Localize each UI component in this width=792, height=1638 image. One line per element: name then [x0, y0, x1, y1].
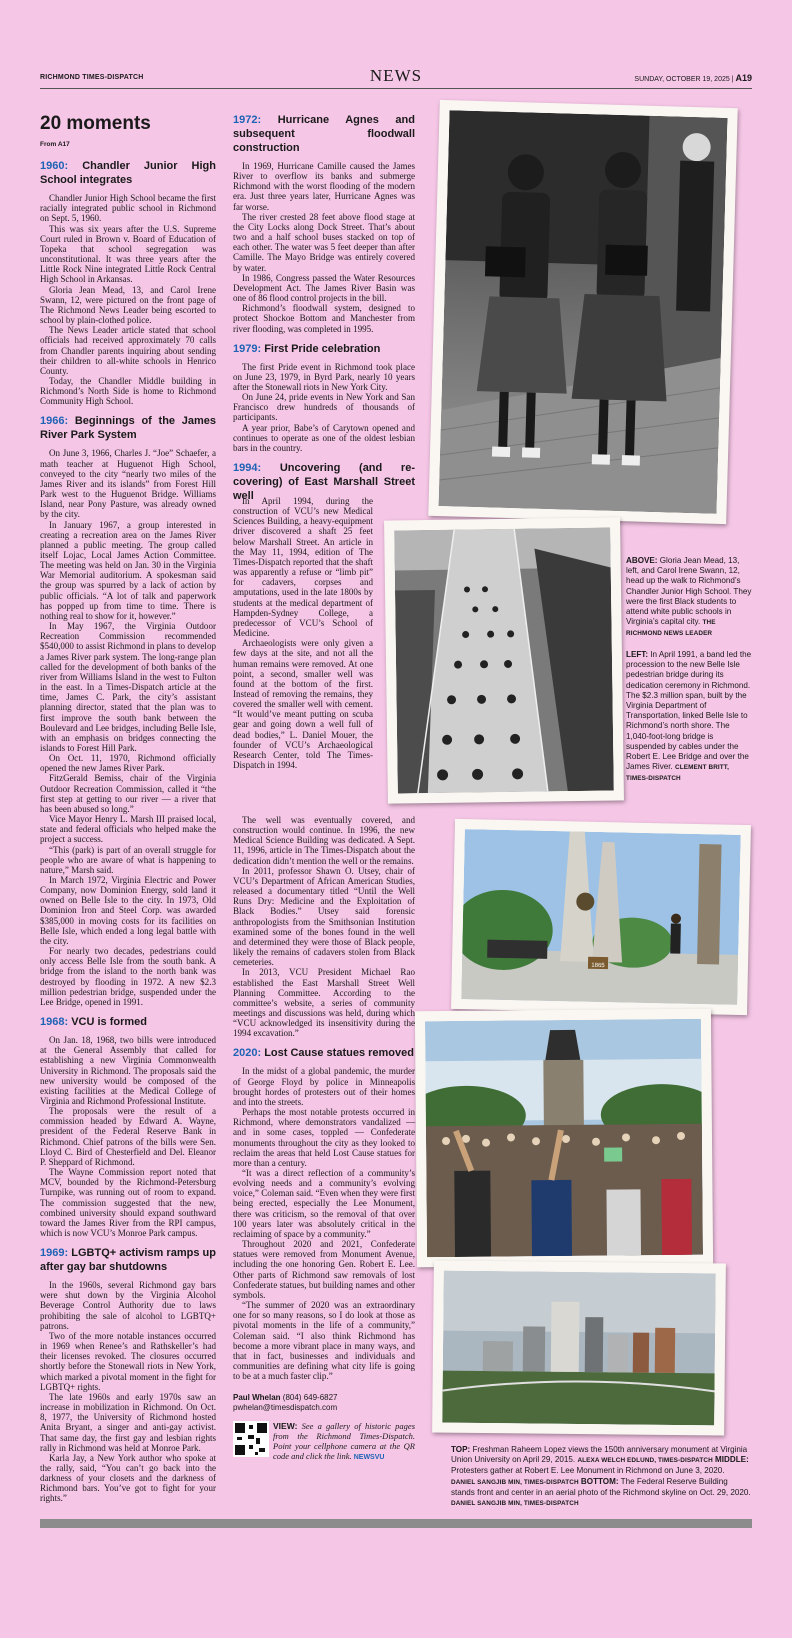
section-year: 1972:	[233, 114, 262, 126]
photo-credit: CLEMENT BRITT, TIMES-DISPATCH	[626, 764, 729, 783]
photo-skyline-image	[442, 1271, 716, 1426]
paragraph: “This (park) is part of an overall struggle for people who are aware of what is happening to nature,” Marsh said.	[40, 844, 216, 875]
paragraph: In 2013, VCU President Michael Rao established the East Marshall Street Well Planning Committee. According to the committee’s website, a series of community meetings and discussions was held, during which “VCU acknowledged its insensitivity during the 1994 excavation.”	[233, 967, 415, 1039]
paragraph: On Oct. 11, 1970, Richmond officially opened the new James River Park.	[40, 753, 216, 774]
photo-vuu-monument	[451, 819, 751, 1015]
paragraph: In 2011, professor Shawn O. Utsey, chair of VCU’s Department of African American Studies, released a documentary titled “Until the Well Runs Dry: Medicine and the Exploitation of Black Bodies.” Utsey said forensic anthropologists from the Smithsonian Institution examined some of the bones found in the well and determined they were those of Black people, likely the remains of cadavers stolen from Black cemeteries.	[233, 865, 415, 968]
paragraph: Perhaps the most notable protests occurred in Richmond, where demonstrators vandalized — and in some cases, toppled — Confederate monuments throughout the city as they looked to reclaim the areas that held Lost Cause statues for more than a century.	[233, 1107, 415, 1168]
section-year: 2020:	[233, 1047, 262, 1060]
paragraph: The river crested 28 feet above flood stage at the City Locks along Dock Street. That’s about two and a half school buses stacked on top of each other. The water was 5 feet deeper than after Camille. The Mayo Bridge was entirely covered by water.	[233, 211, 415, 273]
paragraph: Karla Jay, a New York author who spoke at the rally, said, “You can’t go back into the darkness of your closets and the darkness of Richmond bars. You’ve got to fight for your rights.”	[40, 1452, 216, 1504]
qr-promo-text	[273, 1421, 415, 1463]
paragraph: In the midst of a global pandemic, the murder of George Floyd by police in Minneapolis brought hordes of protesters out of their homes and into the streets.	[233, 1066, 415, 1107]
section-year: 1969:	[40, 1247, 69, 1260]
photo-richmond-skyline	[432, 1260, 726, 1435]
caption-text: In April 1991, a band led the procession to the new Belle Isle pedestrian bridge during its dedication ceremony in Richmond. The $2.3 million span, built by the Virginia Department of Transportation, linked Belle Isle to Richmond’s north shore. The 1,040-foot-long bridge is suspended by cables under the Robert E. Lee Bridge and over the James River.	[626, 650, 752, 772]
caption-label-bottom: BOTTOM:	[580, 1476, 619, 1486]
section-title: Chandler Junior High School integrates	[40, 160, 216, 187]
qr-code-icon[interactable]	[233, 1421, 269, 1457]
paragraph: The News Leader article stated that school officials had received approximately 70 calls from Chandler parents inquiring about sending their children to all-white schools in Henrico County.	[40, 325, 216, 376]
photo-chandler-image	[439, 110, 728, 514]
section-heading-1968	[40, 1015, 216, 1029]
section-heading-1969	[40, 1246, 216, 1274]
section-title: Uncovering (and re-covering) of East Marshall Street well	[233, 462, 415, 503]
paragraph: For nearly two decades, pedestrians could only access Belle Isle from the south bank. A bridge from the island to the north bank was destroyed by flooding in 1972. A new $2.3 million pedestrian bridge, suspended under the Lee Bridge, opened in 1991.	[40, 946, 216, 1007]
paragraph: Today, the Chandler Middle building in Richmond’s North Side is home to Richmond Community High School.	[40, 375, 216, 407]
paragraph: On June 24, pride events in New York and San Francisco drew hundreds of thousands of participants.	[233, 392, 415, 423]
photo-credit-middle: DANIEL SANGJIB MIN, TIMES-DISPATCH	[451, 1478, 579, 1486]
paragraph: “It was a direct reflection of a community’s evolving needs and a community’s evolving voice,” Coleman said. “Even when they were first being erected, especially the Lee Monument, there was criticism, so the removal of that over 100 years later was absolutely critical in the reclaiming of space by a community.”	[233, 1168, 415, 1239]
photo-chandler-students	[428, 100, 737, 524]
paragraph: A year prior, Babe’s of Carytown opened and continues to operate as one of the oldest lesbian bars in the country.	[233, 422, 415, 453]
paragraph: Chandler Junior High School became the first racially integrated public school in Richmond on Sept. 5, 1960.	[40, 193, 216, 224]
section-year: 1979:	[233, 342, 262, 355]
paragraph: The well was eventually covered, and construction would continue. In 1996, the new Medical Science Building was dedicated. A Sept. 11, 1996, article in The Times-Dispatch about the dedication didn’t mention the well or the remains.	[233, 815, 415, 866]
section-year: 1960:	[40, 160, 69, 173]
paragraph: The Wayne Commission report noted that MCV, bounded by the Richmond-Petersburg Turnpike, was running out of room to expand. The commission suggested that the new, combined university should expand southward toward the James River from the RPI campus, which is now VCU’s Monroe Park campus.	[40, 1167, 216, 1238]
section-title: VCU is formed	[71, 1016, 147, 1029]
photo-monument-image	[461, 829, 740, 1005]
paragraph: In 1986, Congress passed the Water Resources Development Act. The James River Basin was one of 86 flood control projects in the bill.	[233, 272, 415, 304]
paragraph: Archaeologists were only given a few days at the site, and not all the human remains were removed. At one point, a second, smaller well was found at the bottom of the first. Instead of removing the remains, they covered the smaller well with cement. “It would’ve meant putting on scuba gear and going down a well full of dead bodies,” L. Daniel Mouer, the founder of VCU’s Archaeological Research Center, told The Times-Dispatch in 1994.	[233, 638, 373, 771]
paragraph: Gloria Jean Mead, 13, and Carol Irene Swann, 12, were pictured on the front page of The Richmond News Leader being escorted to school by plain-clothed police.	[40, 284, 216, 326]
byline	[233, 1393, 415, 1413]
article-title: 20 moments	[40, 113, 151, 134]
paragraph: Vice Mayor Henry L. Marsh III praised local, state and federal officials who helped make the project a success.	[40, 814, 216, 845]
photo-procession-image	[394, 528, 614, 794]
photo-credit: THE RICHMOND NEWS LEADER	[626, 619, 716, 638]
view-label: VIEW:	[273, 1420, 298, 1431]
paragraph: In March 1972, Virginia Electric and Power Company, now Dominion Energy, sold land it owned on Belle Isle to the city. In 1973, Old Dominion Iron and Steel Corp. was awarded $385,000 in moving costs for its facilities on Belle Isle, which ended a long legal battle with the city.	[40, 875, 216, 946]
byline-email[interactable]: pwhelan@timesdispatch.com	[233, 1403, 338, 1413]
page-date: SUNDAY, OCTOBER 19, 2025	[634, 76, 730, 83]
view-text: See a gallery of historic pages from the Richmond Times-Dispatch. Point your cellphone camera at the QR code and click the link.	[273, 1420, 416, 1461]
paragraph: In May 1967, the Virginia Outdoor Recreation Commission recommended $540,000 to assist Richmond in plans to develop a James River park system. The long-range plan called for the development of both banks of the river from Williams Island in the west to Fulton in the east. In a Times-Dispatch article at the time, James C. Park, the city’s assistant planning director, stated that the plan was to first improve the south bank between the Boulevard and Lee bridges, including Belle Isle, with an emphasis on bridges connecting the islands to Forest Hill Park.	[40, 621, 216, 753]
caption-text-bottom: The Federal Reserve Building stands front and center in an aerial photo of the Richmond skyline on Oct. 29, 2020.	[451, 1476, 751, 1497]
paragraph: In January 1967, a group interested in creating a recreation area on the James River planned a public meeting. The group called itself Lojac, Local James Action Committee. The meeting was held on Jan. 30 in the Virginia War Memorial auditorium. A spokesman said the group was spurred by a lack of action by public officials. “A lot of talk and paperwork has popped up from time to time. There is nothing real to show for it, however.”	[40, 519, 216, 621]
paragraph: In the 1960s, several Richmond gay bars were shut down by the Virginia Alcohol Beverage Control Authority due to laws prohibiting the sale of alcohol to LGBTQ+ patrons.	[40, 1280, 216, 1331]
monument-label: 1865	[591, 962, 605, 970]
paragraph: In April 1994, during the construction of VCU’s new Medical Sciences Building, a heavy-equipment driver discovered a shaft 25 feet below Marshall Street. An article in the May 11, 1994, edition of The Times-Dispatch reported that the shaft was apparently a refuse or “limb pit” for cadavers, corpses and amputations, used in the late 1800s by students at the medical department of Hampden-Sydney College, a predecessor of VCU’s School of Medicine.	[233, 496, 373, 639]
section-label: NEWS	[369, 66, 423, 85]
paragraph: The proposals were the result of a commission headed by Edward A. Wayne, president of the Federal Reserve Bank in Richmond. Chief patrons of the bills were Sen. Lloyd C. Bird of Chesterfield and Del. Eleanor P. Sheppard of Richmond.	[40, 1106, 216, 1167]
section-heading-1979	[233, 342, 415, 356]
paragraph: This was six years after the U.S. Supreme Court ruled in Brown v. Board of Education of Topeka that school segregation was unconstitutional. It was three years after the Little Rock Nine integrated Little Rock Central High School in Arkansas.	[40, 223, 216, 285]
paragraph: “The summer of 2020 was an extraordinary one for so many reasons, so I do look at those as pivotal moments in the life of a community,” Coleman said. “I also think Richmond has become a more vibrant place in many ways, and that in fact, businesses and individuals and communities are defining what city life is going to be at a much faster clip.”	[233, 1300, 415, 1382]
separator: |	[731, 76, 734, 83]
section-title: First Pride celebration	[264, 342, 381, 355]
section-year: 1994:	[233, 462, 262, 475]
paragraph: In 1969, Hurricane Camille caused the James River to overflow its banks and submerge Richmond with the worst flooding of the modern era. Just three years later, Hurricane Agnes was far worse.	[233, 161, 415, 212]
section-title: LGBTQ+ activism ramps up after gay bar shutdowns	[40, 1247, 216, 1274]
section-heading-1966	[40, 414, 216, 442]
qr-promo	[233, 1421, 415, 1463]
section-year: 1966:	[40, 415, 69, 428]
paragraph: On Jan. 18, 1968, two bills were introduced at the General Assembly that called for establishing a new Virginia Commonwealth University in Richmond. The proposals said the new university would be composed of the existing facilities at the Medical College of Virginia and Richmond Professional Institute.	[40, 1035, 216, 1106]
caption-above	[626, 556, 752, 640]
photo-credit-bottom: DANIEL SANGJIB MIN, TIMES-DISPATCH	[451, 1500, 579, 1508]
section-title: Hurricane Agnes and subsequent floodwall construction	[233, 114, 415, 154]
paragraph: Throughout 2020 and 2021, Confederate statues were removed from Monument Avenue, including the one honoring Gen. Robert E. Lee. Other parts of Richmond saw removals of lost Confederate statues, but building names and other symbols.	[233, 1239, 415, 1300]
caption-label-middle: MIDDLE:	[715, 1455, 749, 1465]
section-year: 1968:	[40, 1016, 69, 1029]
byline-name: Paul Whelan	[233, 1393, 281, 1403]
paragraph: FitzGerald Bemiss, chair of the Virginia Outdoor Recreation Commission, called it “the first step at getting to our river — a river that has been abused so long.”	[40, 773, 216, 814]
masthead-paper-name: RICHMOND TIMES-DISPATCH	[40, 74, 144, 81]
page-date-line	[634, 73, 752, 83]
caption-label-top: TOP:	[451, 1445, 471, 1454]
header-rule	[40, 88, 752, 89]
column-2-lower	[233, 815, 415, 1463]
photo-lee-monument-protest	[415, 1009, 713, 1268]
section-heading-1972	[233, 113, 415, 155]
column-2-narrow	[233, 496, 373, 770]
paragraph: Richmond’s floodwall system, designed to protect Shockoe Bottom and Manchester from river flooding, was completed in 1995.	[233, 303, 415, 334]
section-heading-2020	[233, 1046, 415, 1060]
caption-text: Gloria Jean Mead, 13, left, and Carol Irene Swann, 12, head up the walk to Richmond’s Chandler Junior High School. They were the first Black students to attend white public schools in Virginia’s capital city.	[626, 556, 752, 627]
section-heading-1960	[40, 159, 216, 187]
page-number: A19	[735, 73, 752, 83]
caption-text-top: Freshman Raheem Lopez views the 150th anniversary monument at Virginia Union University on April 29, 2015.	[451, 1445, 748, 1465]
column-2	[233, 113, 415, 509]
column-1	[40, 113, 216, 1504]
footer-bar	[40, 1519, 752, 1528]
caption-label: ABOVE:	[626, 556, 658, 565]
photo-credit-top: ALEXA WELCH EDLUND, TIMES-DISPATCH	[577, 1457, 713, 1465]
caption-label: LEFT:	[626, 650, 649, 659]
caption-text-middle: Protesters gather at Robert E. Lee Monument in Richmond on June 3, 2020.	[451, 1466, 725, 1476]
caption-left	[626, 650, 752, 785]
caption-bottom	[451, 1445, 751, 1509]
paragraph: The first Pride event in Richmond took place on June 23, 1979, in Byrd Park, nearly 10 years after the Stonewall riots in New York City.	[233, 361, 415, 392]
paragraph: Two of the more notable instances occurred in 1969 when Renee’s and Rathskeller’s had their licenses revoked. The closures occurred shortly before the Stonewall riots in New York, which marked a pivotal moment in the fight for LGBTQ+ rights.	[40, 1330, 216, 1392]
section-title: Beginnings of the James River Park System	[40, 415, 216, 442]
byline-phone: (804) 649-6827	[282, 1393, 338, 1403]
newsvu-logo: NEWSVU	[353, 1453, 385, 1461]
section-title: Lost Cause statues removed	[264, 1047, 414, 1060]
paragraph: The late 1960s and early 1970s saw an increase in mobilization in Richmond. On Oct. 8, 1977, the University of Richmond hosted Anita Bryant, a singer and anti-gay activist. That same day, the first gay and lesbian rights rally in Richmond was held at Monroe Park.	[40, 1391, 216, 1453]
jump-from: From A17	[40, 141, 70, 148]
photo-belle-isle-procession	[384, 517, 624, 803]
photo-protest-image	[425, 1019, 703, 1257]
paragraph: On June 3, 1966, Charles J. “Joe” Schaefer, a math teacher at Huguenot High School, conveyed to the city “nearly two miles of the James River and its islands” from Forest Hill Park west to the Huguenot Bridge. Williams Island, near Pony Pasture, was already owned by the city.	[40, 448, 216, 520]
